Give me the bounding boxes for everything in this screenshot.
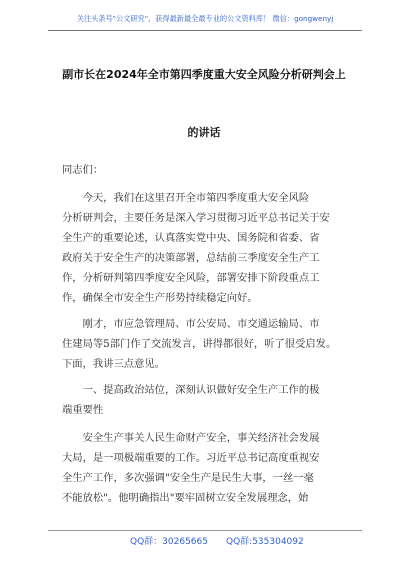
document-title-line2: 的讲话 bbox=[187, 126, 221, 139]
footer-qq-right: QQ群:535304092 bbox=[226, 537, 304, 547]
header-divider bbox=[48, 30, 362, 31]
greeting-text: 同志们： bbox=[62, 164, 104, 176]
paragraph-line: 全生产的重要论述，认真落实党中央、国务院和省委、省 bbox=[62, 232, 320, 244]
footer-divider bbox=[48, 530, 362, 531]
paragraph-line: 住建局等5部门作了交流发言，讲得都很好，听了很受启发。 bbox=[62, 338, 337, 350]
paragraph-line: 大局，是一项极端重要的工作。习近平总书记高度重视安 bbox=[62, 452, 320, 464]
paragraph-line: 今天，我们在这里召开全市第四季度重大安全风险 bbox=[62, 192, 310, 204]
paragraph-line: 下面，我讲三点意见。 bbox=[62, 358, 165, 370]
greeting bbox=[62, 160, 352, 180]
paragraph-line: 安全生产事关人民生命财产安全，事关经济社会发展 bbox=[62, 432, 320, 444]
heading-line: 端重要性 bbox=[62, 404, 104, 416]
paragraph-line: 不能放松"。他明确指出"要牢固树立安全发展理念，始 bbox=[62, 492, 309, 504]
paragraph-line: 政府关于安全生产的决策部署，总结前三季度安全生产工 bbox=[62, 252, 320, 264]
paragraph-3 bbox=[62, 428, 352, 508]
paragraph-line: 全生产工作，多次强调"安全生产是民生大事，一丝一毫 bbox=[62, 472, 314, 484]
paragraph-line: 作，分析研判第四季度安全风险，部署安排下阶段重点工 bbox=[62, 272, 320, 284]
footer-qq-left: QQ群：30265665 bbox=[130, 537, 208, 547]
section-heading-1 bbox=[62, 380, 352, 420]
paragraph-1 bbox=[62, 188, 352, 308]
heading-line: 一、提高政治站位，深刻认识做好安全生产工作的极 bbox=[62, 384, 320, 396]
paragraph-line: 分析研判会，主要任务是深入学习贯彻习近平总书记关于安 bbox=[62, 212, 330, 224]
document-title-line1: 副市长在2024年全市第四季度重大安全风险分析研判会上 bbox=[62, 68, 346, 81]
paragraph-2 bbox=[62, 314, 352, 374]
header-promo: 关注头条号"公文研究"，获得最新最全最专业的公文资料库！ 微信：gongwenyj bbox=[76, 14, 334, 23]
paragraph-line: 作，确保全市安全生产形势持续稳定向好。 bbox=[62, 292, 258, 304]
paragraph-line: 刚才，市应急管理局、市公安局、市交通运输局、市 bbox=[62, 318, 320, 330]
